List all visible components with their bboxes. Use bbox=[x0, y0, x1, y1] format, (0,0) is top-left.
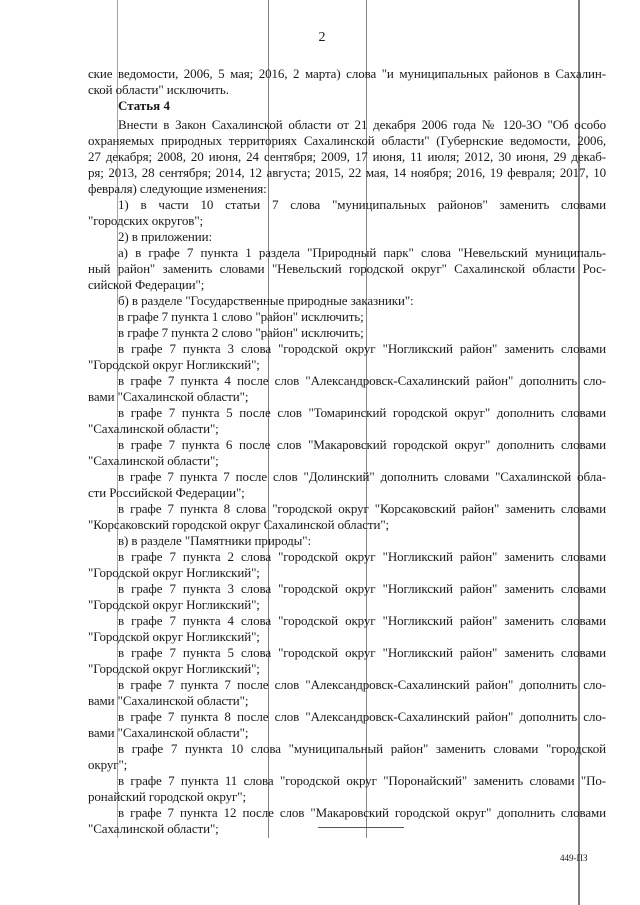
text-line: в графе 7 пункта 8 после слов "Александровск-Сахалинский район" дополнить сло- bbox=[118, 709, 606, 724]
text-line: "Сахалинской области"; bbox=[88, 421, 219, 436]
text-line: ря; 2013, 28 сентября; 2014, 12 августа; 2015, 22 мая, 14 ноября; 2016, 19 февраля; 2017, 10 bbox=[88, 165, 606, 180]
text-line: "Городской округ Ногликский"; bbox=[88, 565, 260, 580]
footer-rule bbox=[318, 827, 404, 828]
text-line: в) в разделе "Памятники природы": bbox=[118, 533, 311, 548]
text-line: "Городской округ Ногликский"; bbox=[88, 661, 260, 676]
text-line: 27 декабря; 2008, 20 июня, 24 сентября; 2009, 17 июня, 11 июля; 2012, 30 июня, 29 декаб- bbox=[88, 149, 606, 164]
text-line: охраняемых природных территориях Сахалинской области" (Губернские ведомости, 2006, bbox=[88, 133, 606, 148]
text-line: "Корсаковский городской округ Сахалинской области"; bbox=[88, 517, 390, 532]
text-line: вами "Сахалинской области"; bbox=[88, 693, 249, 708]
text-line: в графе 7 пункта 5 слова "городской округ "Ногликский район" заменить словами bbox=[118, 645, 606, 660]
text-line: сти Российской Федерации"; bbox=[88, 485, 245, 500]
text-line: Внести в Закон Сахалинской области от 21 декабря 2006 года № 120-ЗО "Об особо bbox=[118, 117, 606, 132]
article-title: Статья 4 bbox=[118, 98, 170, 113]
text-line: "Сахалинской области"; bbox=[88, 821, 219, 836]
page-number: 2 bbox=[318, 30, 326, 45]
text-line: ронайский городской округ"; bbox=[88, 789, 247, 804]
text-line: в графе 7 пункта 12 после слов "Макаровский городской округ" дополнить словами bbox=[118, 805, 606, 820]
text-line: округ"; bbox=[88, 757, 128, 772]
text-line: в графе 7 пункта 2 слова "городской округ "Ногликский район" заменить словами bbox=[118, 549, 606, 564]
text-line: в графе 7 пункта 11 слова "городской округ "Поронайский" заменить словами "По- bbox=[118, 773, 606, 788]
text-line: в графе 7 пункта 8 слова "городской округ "Корсаковский район" заменить словами bbox=[118, 501, 606, 516]
text-line: "Городской округ Ногликский"; bbox=[88, 597, 260, 612]
text-line: в графе 7 пункта 7 после слов "Долинский" дополнить словами "Сахалинской обла- bbox=[118, 469, 606, 484]
text-line: ный район" заменить словами "Невельский городской округ" Сахалинской области Рос- bbox=[88, 261, 606, 276]
text-line: 1) в части 10 статьи 7 слова "муниципальных районов" заменить словами bbox=[118, 197, 606, 212]
text-line: в графе 7 пункта 6 после слов "Макаровский городской округ" дополнить словами bbox=[118, 437, 606, 452]
document-code: 449-ПЗ bbox=[560, 853, 588, 863]
text-line: "городских округов"; bbox=[88, 213, 204, 228]
text-line: в графе 7 пункта 3 слова "городской округ "Ногликский район" заменить словами bbox=[118, 341, 606, 356]
text-line: в графе 7 пункта 2 слово "район" исключить; bbox=[118, 325, 364, 340]
text-line: вами "Сахалинской области"; bbox=[88, 725, 249, 740]
text-line: вами "Сахалинской области"; bbox=[88, 389, 249, 404]
text-line: в графе 7 пункта 4 слова "городской округ "Ногликский район" заменить словами bbox=[118, 613, 606, 628]
text-line: февраля) следующие изменения: bbox=[88, 181, 267, 196]
text-line: "Городской округ Ногликский"; bbox=[88, 357, 260, 372]
text-line: в графе 7 пункта 5 после слов "Томаринский городской округ" дополнить словами bbox=[118, 405, 606, 420]
text-line: сийской Федерации"; bbox=[88, 277, 205, 292]
text-line: ской области" исключить. bbox=[88, 82, 229, 97]
text-line: в графе 7 пункта 3 слова "городской округ "Ногликский район" заменить словами bbox=[118, 581, 606, 596]
text-line: "Городской округ Ногликский"; bbox=[88, 629, 260, 644]
text-line: в графе 7 пункта 10 слова "муниципальный район" заменить словами "городской bbox=[118, 741, 606, 756]
text-line: б) в разделе "Государственные природные заказники": bbox=[118, 293, 414, 308]
text-line: "Сахалинской области"; bbox=[88, 453, 219, 468]
text-line: в графе 7 пункта 4 после слов "Александровск-Сахалинский район" дополнить сло- bbox=[118, 373, 606, 388]
text-line: в графе 7 пункта 1 слово "район" исключить; bbox=[118, 309, 364, 324]
text-line: в графе 7 пункта 7 после слов "Александровск-Сахалинский район" дополнить сло- bbox=[118, 677, 606, 692]
text-line: а) в графе 7 пункта 1 раздела "Природный парк" слова "Невельский муниципаль- bbox=[118, 245, 606, 260]
text-line: ские ведомости, 2006, 5 мая; 2016, 2 марта) слова "и муниципальных районов в Сахалин- bbox=[88, 66, 606, 81]
text-line: 2) в приложении: bbox=[118, 229, 213, 244]
